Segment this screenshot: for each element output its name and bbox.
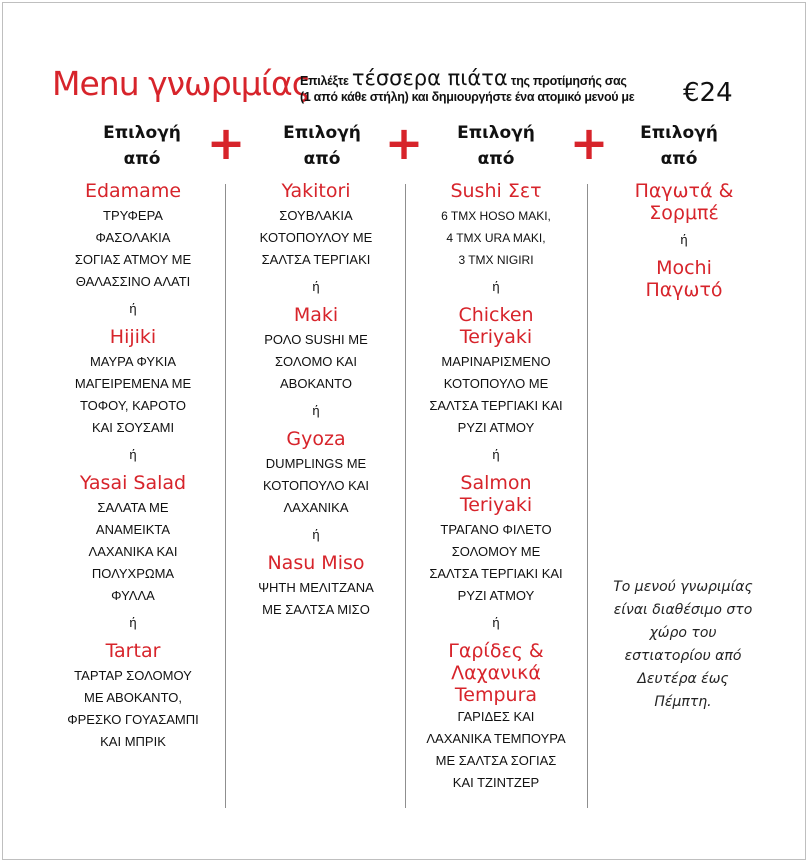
dish-name: Παγωτά & Σορμπέ [634,180,734,224]
desc-line: ΚΟΤΟΠΟΥΛΟ ΜΕ [443,376,549,391]
menu-column-1 [48,180,218,753]
dish-name: Mochi Παγωτό [645,257,723,301]
dish-description [410,205,582,271]
desc-line: ΚΟΤΟΠΟΥΛΟ ΚΑΙ [262,478,370,493]
or-separator: ή [492,615,500,630]
column-heading-line2: από [123,149,161,169]
menu-column-3 [410,180,582,794]
desc-line: ΛΑΧΑΝΙΚΑ [283,500,349,515]
column-heading-line1: Επιλογή [457,123,535,143]
or-separator: ή [129,301,137,316]
desc-line: ΜΑΡΙΝΑΡΙΣΜΕΝΟ [441,354,551,369]
dish-description [232,205,400,271]
desc-line: ΣΑΛΑΤΑ ΜΕ [97,500,169,515]
column-heading-line1: Επιλογή [640,123,718,143]
or-separator: ή [492,279,500,294]
menu-header [52,62,752,112]
column-divider [587,184,588,808]
desc-line: ΡΥΖΙ ΑΤΜΟΥ [457,420,535,435]
desc-line: ΛΑΧΑΝΙΚΑ ΚΑΙ [88,544,178,559]
menu-item [232,304,400,395]
desc-line: 6 ΤΜΧ HOSO MAKI, [441,209,551,223]
menu-item [232,428,400,519]
desc-line: ΜΕ ΑΒΟΚΑΝΤΟ, [83,690,182,705]
desc-line: ΣΟΛΟΜΟ ΚΑΙ [275,354,357,369]
intro-before: Επιλέξτε [300,74,349,88]
dish-name: Nasu Miso [267,552,365,574]
desc-line: ΚΟΤΟΠΟΥΛΟΥ ΜΕ [259,230,373,245]
desc-line: 3 ΤΜΧ NIGIRI [458,253,534,267]
dish-name: Yakitori [281,180,351,202]
menu-item [410,472,582,607]
menu-item [48,326,218,439]
column-heading-1 [82,120,202,172]
column-heading-2 [262,120,382,172]
plus-icon: + [206,116,246,170]
or-separator: ή [129,447,137,462]
menu-column-4 [600,180,768,301]
menu-title: Menu γνωριμίας [52,64,311,103]
dish-description [410,351,582,439]
menu-item [48,640,218,753]
dish-name: Chicken Teriyaki [458,304,534,348]
desc-line: ΜΕ ΣΑΛΤΣΑ ΣΟΓΙΑΣ [435,753,557,768]
or-separator: ή [680,232,688,247]
column-heading-line2: από [477,149,515,169]
desc-line: ΣΟΓΙΑΣ ΑΤΜΟΥ ΜΕ [74,252,192,267]
desc-line: ΓΑΡΙΔΕΣ ΚΑΙ [457,709,535,724]
dish-description [48,205,218,293]
dish-name: Sushi Σετ [450,180,542,202]
desc-line: ΚΑΙ ΜΠΡΙΚ [100,734,166,749]
menu-price: €24 [683,78,733,108]
desc-line: ΣΟΥΒΛΑΚΙΑ [279,208,353,223]
menu-item [410,640,582,794]
column-divider [405,184,406,808]
menu-item [48,180,218,293]
desc-line: ΡΥΖΙ ΑΤΜΟΥ [457,588,535,603]
desc-line: ΑΒΟΚΑΝΤΟ [279,376,352,391]
desc-line: ΤΟΦΟΥ, ΚΑΡΟΤΟ [79,398,187,413]
column-heading-line2: από [303,149,341,169]
menu-item [600,180,768,224]
availability-note: Το μενού γνωριμίας είναι διαθέσιμο στο χώρο του εστιατορίου από Δευτέρα έως Πέμπτη. [613,579,753,710]
desc-line: ΦΥΛΛΑ [111,588,155,603]
dish-name: Salmon Teriyaki [459,472,533,516]
desc-line: ΣΑΛΤΣΑ ΤΕΡΓΙΑΚΙ ΚΑΙ [429,398,563,413]
column-divider [225,184,226,808]
dish-description [48,351,218,439]
dish-name: Γαρίδες & Λαχανικά Tempura [448,640,544,706]
desc-line: ΣΑΛΤΣΑ ΤΕΡΓΙΑΚΙ [261,252,371,267]
desc-line: 4 ΤΜΧ URA MAKI, [446,231,546,245]
desc-line: ΚΑΙ ΣΟΥΣΑΜΙ [91,420,175,435]
or-separator: ή [129,615,137,630]
desc-line: DUMPLINGS ΜΕ [265,456,367,471]
menu-item [410,304,582,439]
desc-line: ΠΟΛΥΧΡΩΜΑ [91,566,175,581]
plus-icon: + [569,116,609,170]
dish-description [410,519,582,607]
dish-description [232,329,400,395]
column-heading-4 [619,120,739,172]
or-separator: ή [312,403,320,418]
menu-item [232,180,400,271]
menu-item [48,472,218,607]
intro-line-1 [300,66,627,90]
desc-line: ΤΡΥΦΕΡΑ [103,208,163,223]
menu-item [600,257,768,301]
column-heading-line1: Επιλογή [283,123,361,143]
desc-line: ΜΑΓΕΙΡΕΜΕΝΑ ΜΕ [74,376,192,391]
dish-name: Tartar [105,640,161,662]
dish-description [232,453,400,519]
column-heading-line1: Επιλογή [103,123,181,143]
desc-line: ΜΑΥΡΑ ΦΥΚΙΑ [89,354,177,369]
dish-description [48,665,218,753]
or-separator: ή [492,447,500,462]
dish-description [232,577,400,621]
desc-line: ΣΑΛΤΣΑ ΤΕΡΓΙΑΚΙ ΚΑΙ [429,566,563,581]
menu-item [410,180,582,271]
intro-emphasis: τέσσερα πιάτα [351,66,508,90]
column-heading-3 [436,120,556,172]
menu-item [232,552,400,621]
or-separator: ή [312,527,320,542]
dish-name: Hijiki [109,326,157,348]
intro-after: της προτίμησής σας [510,74,627,88]
desc-line: ΡΟΛΟ SUSHI ΜΕ [264,332,368,347]
desc-line: ΘΑΛΑΣΣΙΝΟ ΑΛΑΤΙ [75,274,191,289]
desc-line: ΑΝΑΜΕΙΚΤΑ [95,522,171,537]
dish-name: Edamame [84,180,182,202]
desc-line: ΣΟΛΟΜΟΥ ΜΕ [451,544,541,559]
dish-name: Yasai Salad [79,472,187,494]
desc-line: ΦΑΣΟΛΑΚΙΑ [95,230,171,245]
desc-line: ΦΡΕΣΚΟ ΓΟΥΑΣΑΜΠΙ [67,712,199,727]
dish-name: Maki [293,304,339,326]
desc-line: ΤΑΡΤΑΡ ΣΟΛΟΜΟΥ [74,668,192,683]
or-separator: ή [312,279,320,294]
desc-line: ΛΑΧΑΝΙΚΑ ΤΕΜΠΟΥΡΑ [426,731,566,746]
desc-line: ΤΡΑΓΑΝΟ ΦΙΛΕΤΟ [440,522,552,537]
column-heading-line2: από [660,149,698,169]
desc-line: ΚΑΙ ΤΖΙΝΤΖΕΡ [452,775,540,790]
desc-line: ΨΗΤΗ ΜΕΛΙΤΖΑΝΑ [258,580,374,595]
desc-line: ΜΕ ΣΑΛΤΣΑ ΜΙΣΟ [262,602,370,617]
dish-description [410,706,582,794]
dish-description [48,497,218,607]
intro-line-2: (1 από κάθε στήλη) και δημιουργήστε ένα ατομικό μενού με [300,90,635,104]
menu-column-2 [232,180,400,621]
dish-name: Gyoza [286,428,346,450]
plus-icon: + [384,116,424,170]
